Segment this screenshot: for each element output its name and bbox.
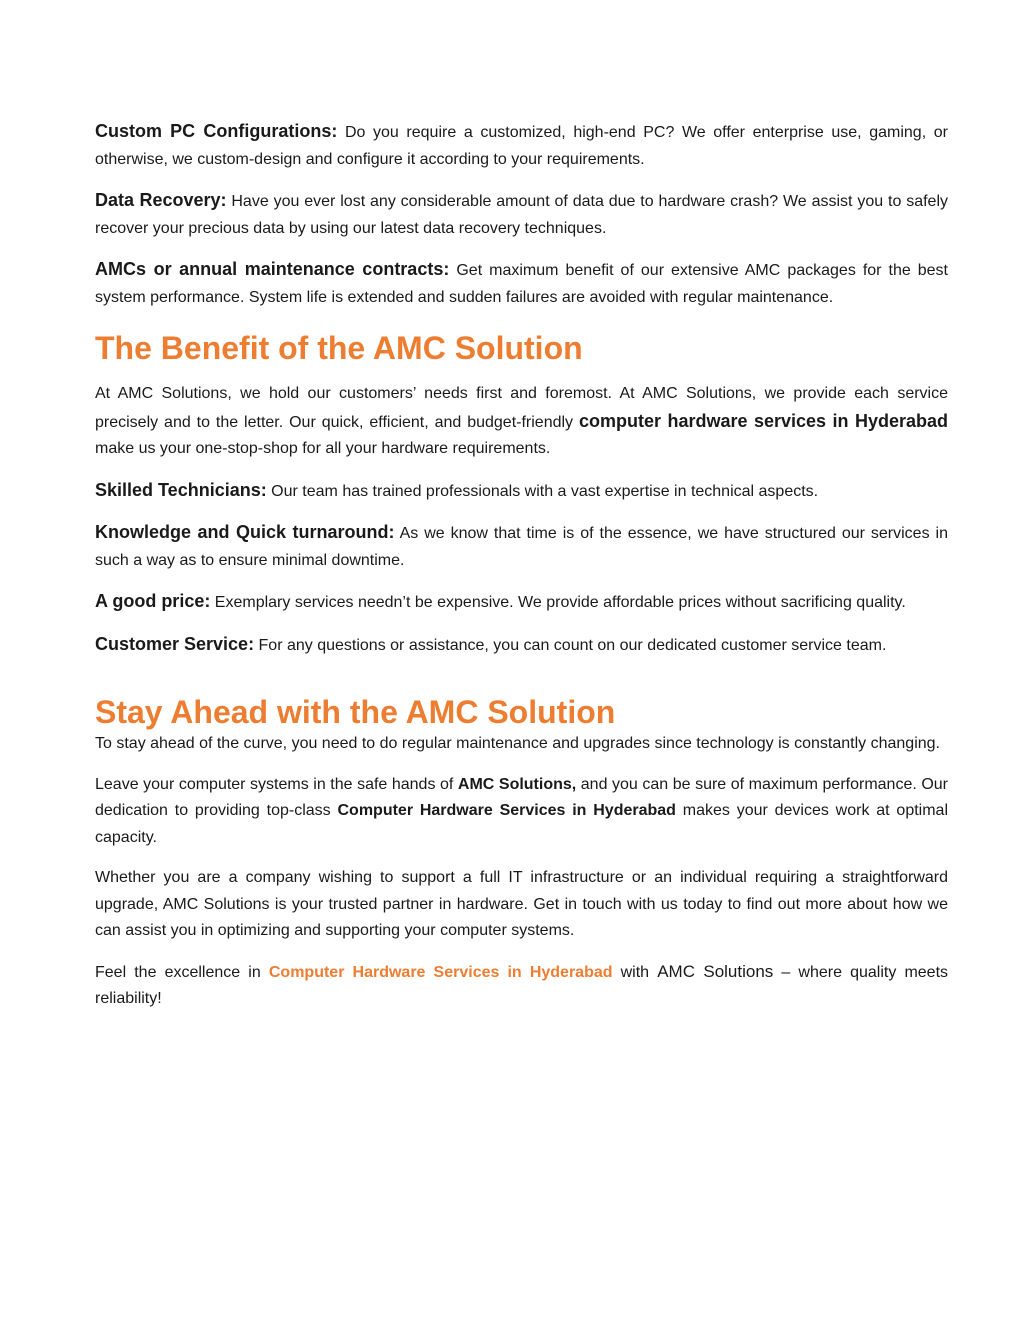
benefit-intro (95, 381, 948, 463)
ahead-p4-brand: AMC Solutions (657, 961, 774, 981)
benefit-point-text: As we know that time is of the essence, we have structured our services in such a way as to ensure minimal downtime. (95, 525, 948, 569)
benefit-point-label: A good price: (95, 591, 211, 611)
benefit-point-label: Skilled Technicians: (95, 479, 267, 500)
service-label: AMCs or annual maintenance contracts: (95, 259, 450, 279)
service-text: Have you ever lost any considerable amount of data due to hardware crash? We assist you to safely recover your precious data by using our latest data recovery techniques. (95, 193, 949, 237)
service-amc (95, 256, 948, 311)
ahead-paragraph-2 (95, 772, 948, 852)
benefit-point (95, 519, 948, 574)
ahead-p2-text-end: makes your devices work at optimal capacity. (95, 802, 949, 846)
ahead-paragraph-4 (95, 959, 948, 1013)
benefit-point (95, 588, 948, 617)
benefit-intro-text: At AMC Solutions, we hold our customers’ needs first and foremost. At AMC Solutions, we provide each service precisely and to the letter. Our quick, efficient, and budget-friendly (95, 385, 948, 431)
ahead-p2-text: Leave your computer systems in the safe hands of (95, 775, 458, 793)
service-data-recovery (95, 187, 948, 242)
benefit-heading: The Benefit of the AMC Solution (95, 330, 583, 366)
benefit-intro-text-end: make us your one-stop-shop for all your hardware requirements. (95, 440, 551, 457)
ahead-p2-brand: AMC Solutions, (457, 775, 577, 793)
benefit-point-text: For any questions or assistance, you can count on our dedicated customer service team. (254, 636, 887, 654)
ahead-p2-service: Computer Hardware Services in Hyderabad (337, 802, 676, 819)
ahead-p4-with: with (612, 963, 658, 981)
ahead-paragraph-1: To stay ahead of the curve, you need to do regular maintenance and upgrades since technology is constantly changing. (95, 735, 940, 752)
service-custom-pc (95, 118, 948, 173)
benefit-point-label: Customer Service: (95, 633, 255, 654)
benefit-point (95, 631, 948, 660)
service-label: Custom PC Configurations: (95, 121, 338, 141)
service-text: Do you require a customized, high-end PC? We offer enterprise use, gaming, or otherwise, we custom-design and configure it according to your requirements. (95, 124, 948, 168)
ahead-heading: Stay Ahead with the AMC Solution (95, 694, 616, 730)
benefit-intro-link[interactable]: computer hardware services in Hyderabad (578, 410, 948, 431)
ahead-p4-link[interactable]: Computer Hardware Services in Hyderabad (268, 963, 613, 981)
benefit-point (95, 477, 948, 506)
ahead-p4-text: Feel the excellence in (95, 963, 269, 981)
service-text: Get maximum benefit of our extensive AMC packages for the best system performance. System life is extended and sudden failures are avoided with regular maintenance. (95, 262, 948, 306)
ahead-p2-text-mid: and you can be sure of maximum performance. Our dedication to providing top-class (95, 775, 949, 819)
document-page (95, 118, 948, 1013)
benefit-point-text: Our team has trained professionals with a vast expertise in technical aspects. (266, 482, 819, 500)
ahead-p4-text-end: – where quality meets reliability! (95, 963, 949, 1007)
service-label: Data Recovery: (95, 190, 227, 210)
benefit-point-text: Exemplary services needn’t be expensive. We provide affordable prices without sacrificing quality. (210, 594, 906, 611)
benefit-point-label: Knowledge and Quick turnaround: (95, 522, 395, 542)
ahead-paragraph-3: Whether you are a company wishing to support a full IT infrastructure or an individual requiring a straightforward upgrade, AMC Solutions is your trusted partner in hardware. Get in touch with us today to find out more about how we can assist you in optimizing and supporting your computer systems. (95, 869, 948, 939)
